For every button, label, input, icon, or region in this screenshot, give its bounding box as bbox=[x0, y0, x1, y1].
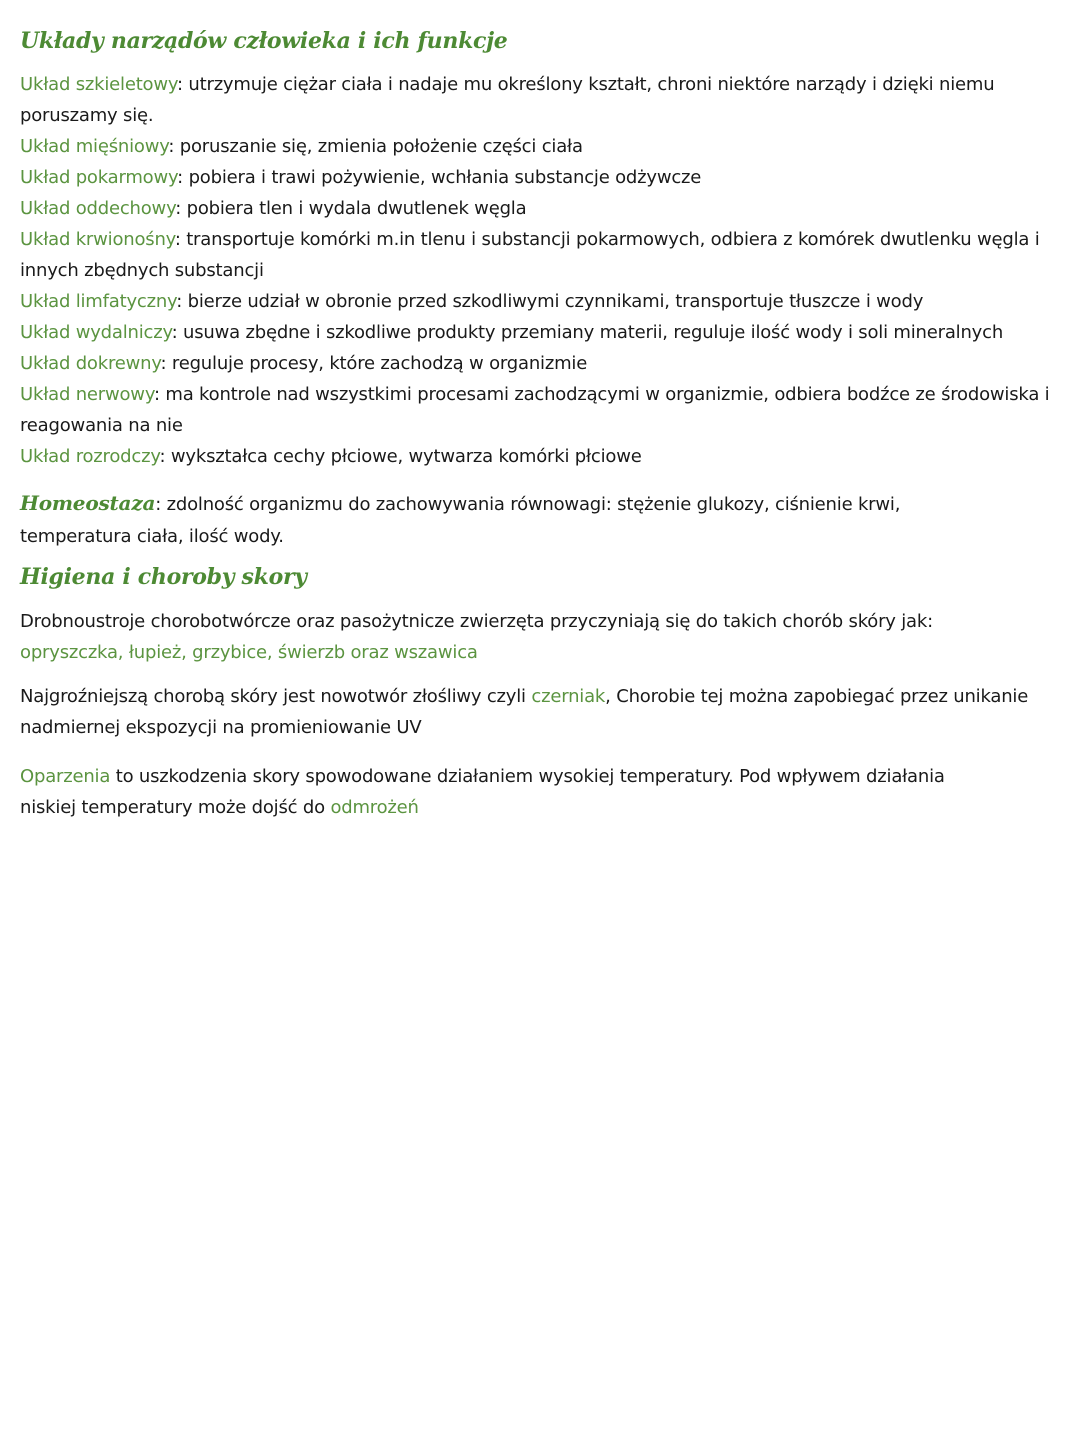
list-item: Układ limfatyczny: bierze udział w obronie przed szkodliwymi czynnikami, transportuje tłuszcze i wody bbox=[20, 291, 924, 312]
system-desc: poruszanie się, zmienia położenie części ciała bbox=[179, 136, 583, 157]
paragraph-pathogens-diseases: opryszczka, łupież, grzybice, świerzb oraz wszawica bbox=[20, 642, 478, 663]
list-item: Układ szkieletowy: utrzymuje ciężar ciała i nadaje mu określony kształt, chroni niektóre narządy i dzięki niemu bbox=[20, 74, 995, 95]
system-desc: wykształca cechy płciowe, wytwarza komórki płciowe bbox=[170, 446, 642, 467]
melanoma-text-b: , Chorobie tej można zapobiegać przez unikanie bbox=[605, 686, 1029, 707]
section-title-skin-hygiene: Higiena i choroby skory bbox=[20, 564, 307, 590]
system-desc: reguluje procesy, które zachodzą w organizmie bbox=[171, 353, 588, 374]
list-item: Układ pokarmowy: pobiera i trawi pożywienie, wchłania substancje odżywcze bbox=[20, 167, 702, 188]
list-item: Układ krwionośny: transportuje komórki m.in tlenu i substancji pokarmowych, odbiera z komórek dwutlenku węgla i bbox=[20, 229, 1040, 250]
homeostasis-line2: temperatura ciała, ilość wody. bbox=[20, 526, 284, 547]
list-item-continuation: poruszamy się. bbox=[20, 105, 154, 126]
system-desc: transportuje komórki m.in tlenu i substancji pokarmowych, odbiera z komórek dwutlenku węgla i bbox=[186, 229, 1040, 250]
paragraph-pathogens-line1: Drobnoustroje chorobotwórcze oraz pasożytnicze zwierzęta przyczyniają się do takich chorób skóry jak: bbox=[20, 611, 933, 632]
list-item: Układ oddechowy: pobiera tlen i wydala dwutlenek węgla bbox=[20, 198, 527, 219]
paragraph-melanoma-line1 bbox=[20, 681, 1028, 712]
system-desc: pobiera i trawi pożywienie, wchłania substancje odżywcze bbox=[188, 167, 702, 188]
frostbite-text: niskiej temperatury może dojść do bbox=[20, 797, 331, 818]
system-name: Układ krwionośny bbox=[20, 229, 175, 250]
paragraph-burns-line1 bbox=[20, 761, 945, 792]
melanoma-term: czerniak bbox=[531, 686, 606, 707]
list-item-continuation: reagowania na nie bbox=[20, 415, 183, 436]
burns-term: Oparzenia bbox=[20, 766, 111, 787]
system-desc: usuwa zbędne i szkodliwe produkty przemiany materii, reguluje ilość wody i soli mineralnych bbox=[183, 322, 1004, 343]
list-item: Układ mięśniowy: poruszanie się, zmienia położenie części ciała bbox=[20, 136, 583, 157]
melanoma-text-a: Najgroźniejszą chorobą skóry jest nowotwór złośliwy czyli bbox=[20, 686, 532, 707]
list-item: Układ nerwowy: ma kontrole nad wszystkimi procesami zachodzącymi w organizmie, odbiera bodźce ze środowiska i bbox=[20, 384, 1050, 405]
system-name: Układ mięśniowy bbox=[20, 136, 169, 157]
system-name: Układ dokrewny bbox=[20, 353, 161, 374]
section-title-organ-systems: Układy narządów człowieka i ich funkcje bbox=[20, 28, 508, 54]
system-name: Układ pokarmowy bbox=[20, 167, 178, 188]
system-desc: utrzymuje ciężar ciała i nadaje mu określony kształt, chroni niektóre narządy i dzięki niemu bbox=[188, 74, 995, 95]
system-desc: bierze udział w obronie przed szkodliwymi czynnikami, transportuje tłuszcze i wody bbox=[187, 291, 924, 312]
system-name: Układ limfatyczny bbox=[20, 291, 177, 312]
system-name: Układ szkieletowy bbox=[20, 74, 178, 95]
system-desc: ma kontrole nad wszystkimi procesami zachodzącymi w organizmie, odbiera bodźce ze środowiska i bbox=[165, 384, 1050, 405]
list-item: Układ wydalniczy: usuwa zbędne i szkodliwe produkty przemiany materii, reguluje ilość wody i soli mineralnych bbox=[20, 322, 1004, 343]
paragraph-melanoma-line2: nadmiernej ekspozycji na promieniowanie UV bbox=[20, 717, 422, 738]
system-name: Układ wydalniczy bbox=[20, 322, 172, 343]
system-name: Układ oddechowy bbox=[20, 198, 176, 219]
frostbite-term: odmrożeń bbox=[330, 797, 419, 818]
list-item: Układ dokrewny: reguluje procesy, które zachodzą w organizmie bbox=[20, 353, 588, 374]
system-name: Układ nerwowy bbox=[20, 384, 154, 405]
paragraph-burns-line2 bbox=[20, 792, 419, 823]
homeostasis-term: Homeostaza bbox=[20, 491, 156, 515]
list-item: Układ rozrodczy: wykształca cechy płciowe, wytwarza komórki płciowe bbox=[20, 446, 642, 467]
homeostasis-definition bbox=[20, 488, 900, 520]
list-item-continuation: innych zbędnych substancji bbox=[20, 260, 264, 281]
system-name: Układ rozrodczy bbox=[20, 446, 160, 467]
homeostasis-line1: : zdolność organizmu do zachowywania równowagi: stężenie glukozy, ciśnienie krwi, bbox=[155, 494, 901, 515]
system-desc: pobiera tlen i wydala dwutlenek węgla bbox=[186, 198, 527, 219]
burns-text: to uszkodzenia skory spowodowane działaniem wysokiej temperatury. Pod wpływem działania bbox=[110, 766, 945, 787]
